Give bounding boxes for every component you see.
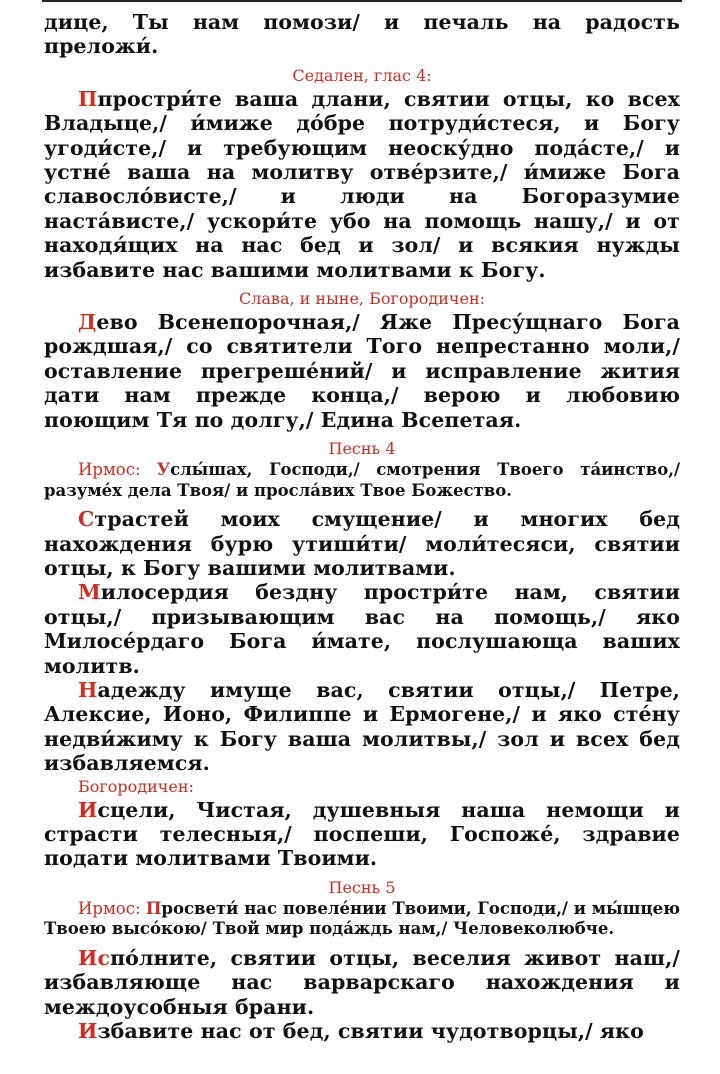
label-theotokion: Богородичен: — [78, 776, 194, 796]
drop-cap: Д — [78, 310, 97, 335]
troparion-1 — [44, 507, 680, 580]
heading-slava: Слава, и ныне, Богородичен: — [238, 289, 485, 309]
heading-sedalen: Седален, глас 4: — [292, 65, 432, 85]
paragraph-text: илосердия бездну простри́те нам, святии отцы,/ призывающим вас на помощь,/ яко Милосе́рдаго Бога и́мате, послушающа ваших молитв. — [44, 580, 680, 678]
paragraph-text: трастей моих смущение/ и многих бед нахождения бурю утиши́ти/ моли́тесяси, святии отцы, к Богу вашими молитвами. — [44, 507, 680, 580]
text-column — [44, 10, 680, 1043]
troparion-2 — [44, 580, 680, 678]
paragraph-sedalen — [44, 87, 680, 282]
drop-cap: У — [156, 460, 171, 480]
paragraph-continuation — [44, 10, 680, 59]
troparion-3 — [44, 678, 680, 776]
drop-cap: Н — [78, 677, 98, 702]
irmos-text: росвети́ нас повеле́нии Твоими, Господи,/ и мы́шцею Твоею высо́кою/ Твой мир пода́ждь нам,/ Человеколюбче. — [44, 898, 680, 939]
drop-cap: С — [78, 507, 95, 532]
irmos-label: Ирмос: — [78, 460, 157, 480]
paragraph-text: ево Всенепорочная,/ Яже Пресу́щнаго Бога рождшая,/ со святители Того непрестанно моли,/ оставление прегреше́ний/ и исправление жития дати нам прежде конца,/ верою и любовию поющим Тя по долгу,/ Едина Всепетая. — [44, 310, 680, 432]
drop-cap: И — [78, 1019, 98, 1043]
heading-ode-4: Песнь 4 — [328, 439, 396, 459]
drop-cap: П — [78, 86, 98, 111]
drop-cap: П — [145, 898, 162, 918]
paragraph-text: по́лните, святии отцы, веселия живот наш,/ избавляюще нас варварскаго нахождения и междоусобныя брани. — [44, 945, 680, 1019]
top-rule — [42, 0, 682, 2]
troparion-4 — [44, 946, 680, 1019]
troparion-theotokion — [44, 798, 680, 871]
drop-cap: И — [78, 797, 98, 822]
drop-cap: Ис — [78, 945, 111, 970]
paragraph-text: збавите нас от бед, святии чудотворцы,/ яко — [97, 1019, 644, 1043]
heading-ode-5: Песнь 5 — [328, 877, 396, 897]
irmos-text: слы́шах, Господи,/ смотрения Твоего та́инство,/ разуме́х дела Твоя/ и просла́вих Твое Божество. — [44, 460, 680, 500]
paragraph-text: сцели, Чистая, душевныя наша немощи и страсти телесныя,/ поспеши, Госпоже́, здравие подати молитвами Твоими. — [44, 797, 680, 871]
irmos-ode-5 — [44, 899, 680, 940]
troparion-5 — [44, 1019, 680, 1043]
drop-cap: М — [78, 580, 101, 605]
irmos-ode-4 — [44, 460, 680, 501]
paragraph-text: простри́те ваша длани, святии отцы, ко всех Владыце,/ и́миже до́бре потруди́стеся, и Богу угоди́сте,/ и требующим неоску́дно пода́сте,/ и устне́ ваша на молитву отве́рзите,/ и́миже Бога славосло́висте,/ и люди на Богоразумие наста́висте,/ ускори́те убо на помощь нашу,/ и от находя́щих на нас бед и зол/ и всякия нужды избавите нас вашими молитвами к Богу. — [44, 86, 680, 282]
paragraph-text: дице, Ты нам помози/ и печаль на радость преложи́. — [44, 10, 680, 59]
irmos-label: Ирмос: — [78, 898, 146, 918]
paragraph-theotokion — [44, 310, 680, 432]
paragraph-text: адежду имуще вас, святии отцы,/ Петре, Алексие, Ионо, Филиппе и Ермогене,/ и яко сте́ну недви́жиму к Богу ваша молитвы,/ зол и всех бед избавляемся. — [44, 677, 680, 776]
